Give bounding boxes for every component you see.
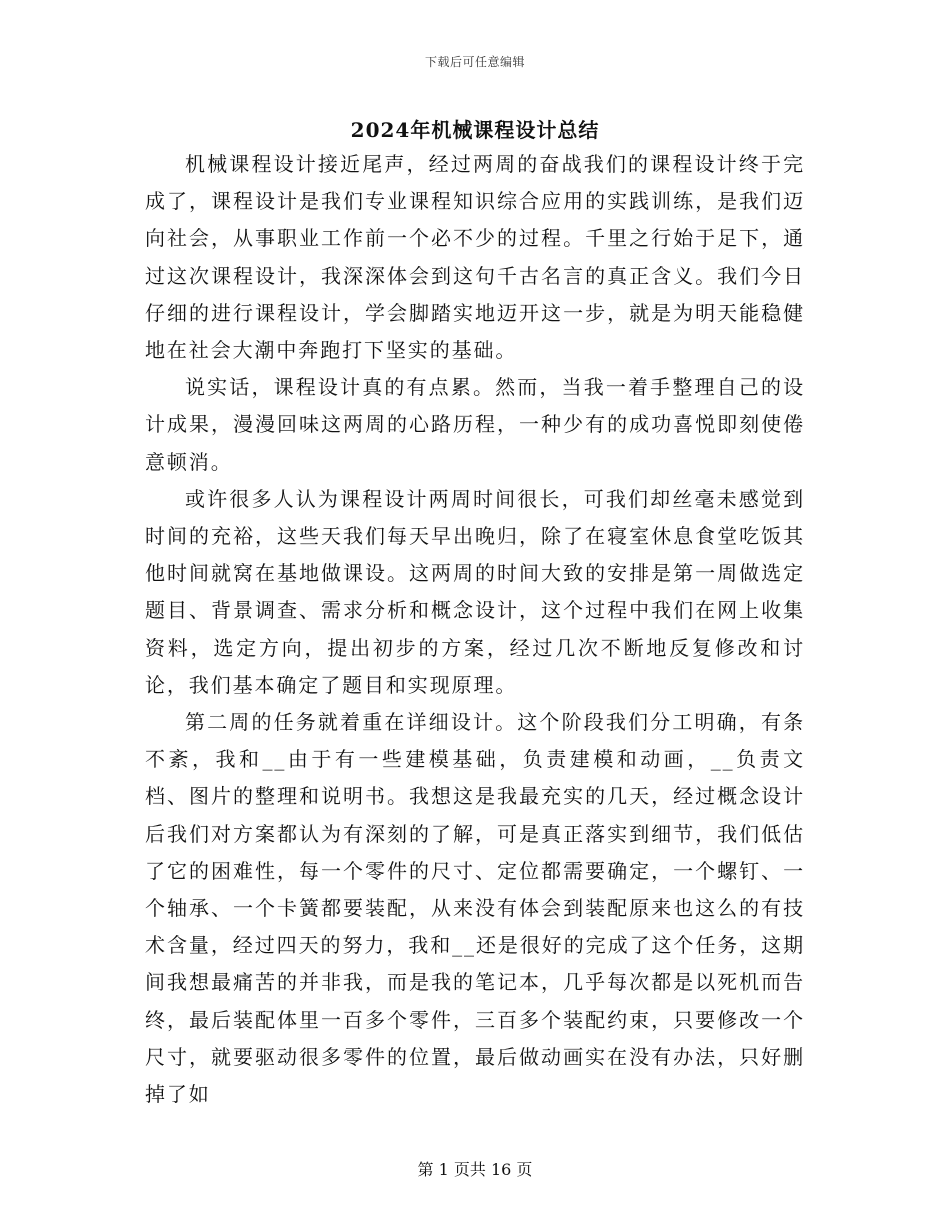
header-note: 下载后可任意编辑 <box>424 55 525 69</box>
page-number: 第 1 页共 16 页 <box>417 1160 533 1179</box>
document-body <box>145 146 805 1113</box>
paragraph-2: 说实话，课程设计真的有点累。然而，当我一着手整理自己的设计成果，漫漫回味这两周的心路历程，一种少有的成功喜悦即刻使倦意顿消。 <box>145 375 805 474</box>
paragraph-4: 第二周的任务就着重在详细设计。这个阶段我们分工明确，有条不紊，我和__由于有一些建模基础，负责建模和动画，__负责文档、图片的整理和说明书。我想这是我最充实的几天，经过概念设计后我们对方案都认为有深刻的了解，可是真正落实到细节，我们低估了它的困难性，每一个零件的尺寸、定位都需要确定，一个螺钉、一个轴承、一个卡簧都要装配，从来没有体会到装配原来也这么的有技术含量，经过四天的努力，我和__还是很好的完成了这个任务，这期间我想最痛苦的并非我，而是我的笔记本，几乎每次都是以死机而告终，最后装配体里一百多个零件，三百多个装配约束，只要修改一个尺寸，就要驱动很多零件的位置，最后做动画实在没有办法，只好删掉了如 <box>145 710 805 1107</box>
document-title: 2024年机械课程设计总结 <box>350 118 600 142</box>
paragraph-3: 或许很多人认为课程设计两周时间很长，可我们却丝毫未感觉到时间的充裕，这些天我们每天早出晚归，除了在寝室休息食堂吃饭其他时间就窝在基地做课设。这两周的时间大致的安排是第一周做选定题目、背景调查、需求分析和概念设计，这个过程中我们在网上收集资料，选定方向，提出初步的方案，经过几次不断地反复修改和讨论，我们基本确定了题目和实现原理。 <box>145 486 805 697</box>
paragraph-1: 机械课程设计接近尾声，经过两周的奋战我们的课程设计终于完成了，课程设计是我们专业课程知识综合应用的实践训练，是我们迈向社会，从事职业工作前一个必不少的过程。千里之行始于足下，通过这次课程设计，我深深体会到这句千古名言的真正含义。我们今日仔细的进行课程设计，学会脚踏实地迈开这一步，就是为明天能稳健地在社会大潮中奔跑打下坚实的基础。 <box>145 152 805 363</box>
